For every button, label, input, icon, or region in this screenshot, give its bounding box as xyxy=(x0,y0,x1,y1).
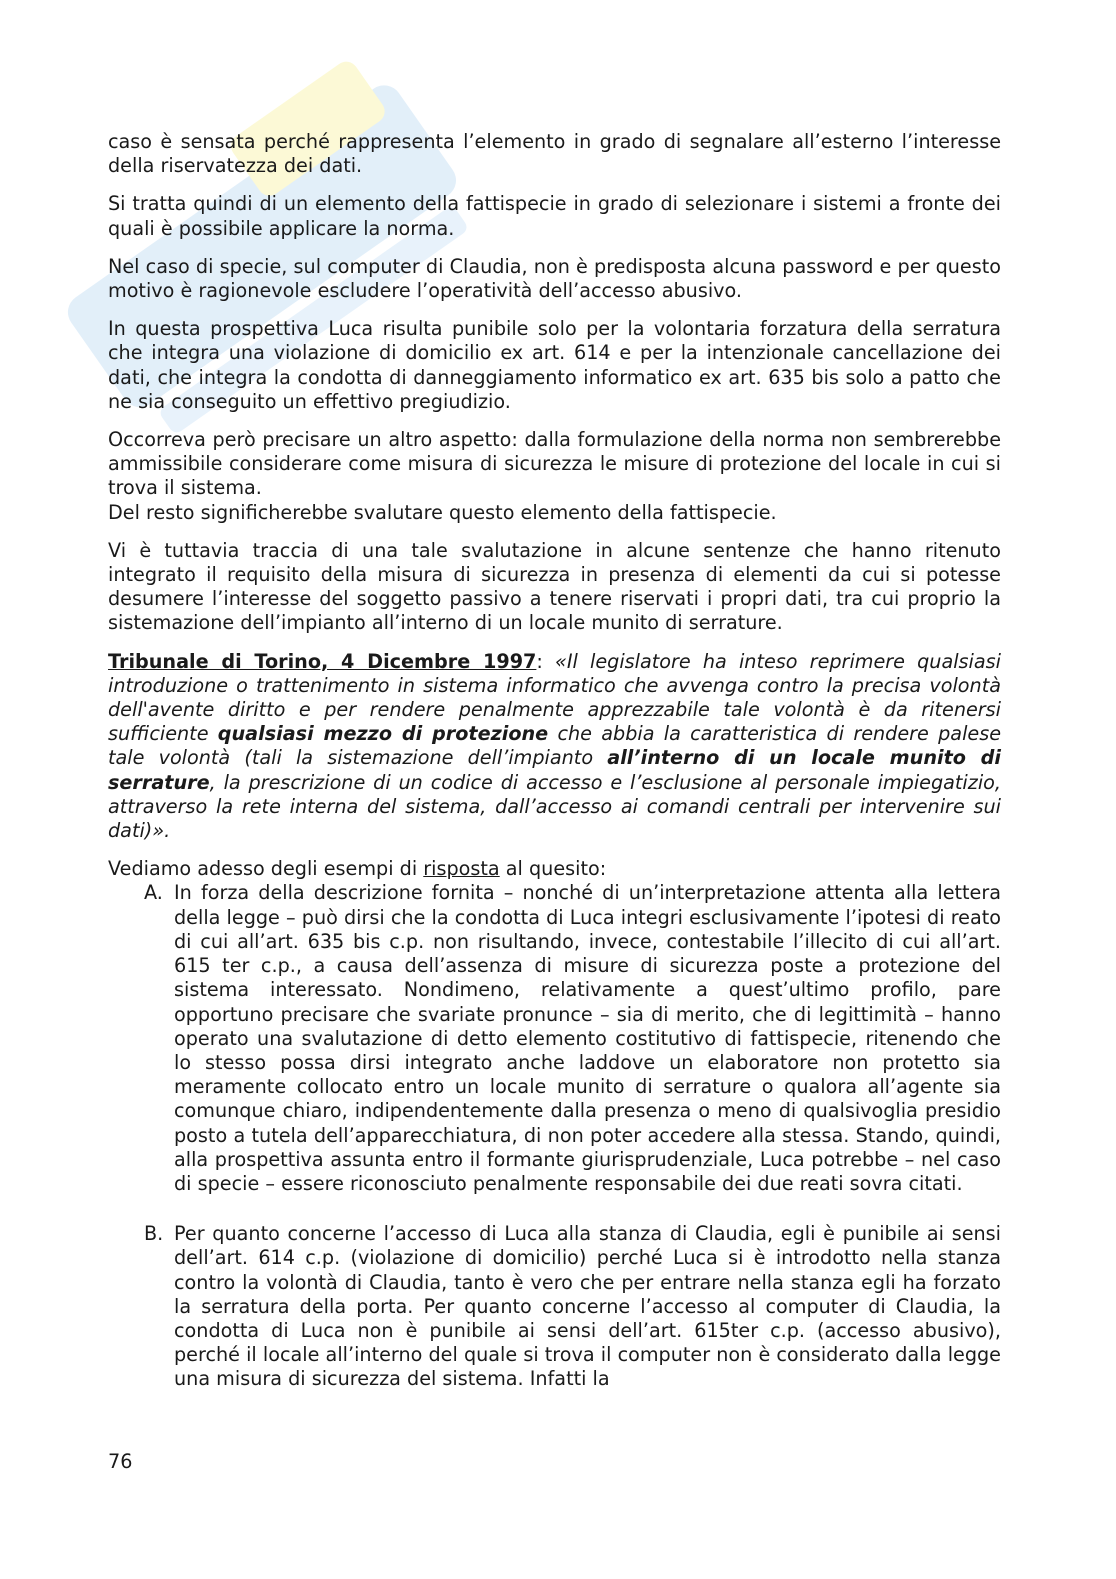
answers-intro-before: Vediamo adesso degli esempi di xyxy=(108,857,424,881)
page-number: 76 xyxy=(108,1450,133,1473)
paragraph-6: Del resto significherebbe svalutare questo elemento della fattispecie. xyxy=(108,500,777,524)
answer-item-b xyxy=(108,1222,1001,1391)
answer-letter-a: A. xyxy=(144,881,163,905)
quote-text-2: che abbia la caratteristica di rendere palese tale volontà (tali la sistemazione dell’impianto xyxy=(108,722,1002,770)
answers-intro-after: al quesito: xyxy=(499,857,607,881)
answer-text-b: Per quanto concerne l’accesso di Luca alla stanza di Claudia, egli è punibile ai sensi dell’art. 614 c.p. (violazione di domicilio) perché Luca si è introdotto nella stanza contro la volontà di Claudia, tanto è vero che per entrare nella stanza egli ha forzato la serratura della porta. Per quanto concerne l’accesso al computer di Claudia, la condotta di Luca non è punibile ai sensi dell’art. 615ter c.p. (accesso abusivo), perché il locale all’interno del quale si trova il computer non è considerato dalla legge una misura di sicurezza del sistema. Infatti la xyxy=(174,1222,1001,1391)
court-quote xyxy=(108,650,1001,844)
quote-text-1: «Il legislatore ha inteso reprimere qualsiasi introduzione o trattenimento in sistema informatico che avvenga contro la precisa volontà dell'avente diritto e per rendere penalmente apprezzabile tale volontà è da ritenersi sufficiente xyxy=(108,649,1001,746)
answer-item-a xyxy=(108,881,1001,1196)
answers-list xyxy=(108,881,1001,1391)
paragraph-5: Occorreva però precisare un altro aspetto: dalla formulazione della norma non sembrerebbe ammissibile considerare come misura di sicurezza le misure di protezione del locale in cui si trova il sistema. xyxy=(108,428,1001,500)
paragraph-3: Nel caso di specie, sul computer di Claudia, non è predisposta alcuna password e per questo motivo è ragionevole escludere l’operatività dell’accesso abusivo. xyxy=(108,254,1001,303)
paragraph-2: Si tratta quindi di un elemento della fattispecie in grado di selezionare i sistemi a fronte dei quali è possibile applicare la norma. xyxy=(108,192,1001,240)
answer-text-a: In forza della descrizione fornita – nonché di un’interpretazione attenta alla lettera della legge – può dirsi che la condotta di Luca integri esclusivamente l’ipotesi di reato di cui all’art. 635 bis c.p. non risultando, invece, contestabile l’illecito di cui all’art. 615 ter c.p., a causa dell’assenza di misure di sicurezza poste a protezione del sistema interessato. Nondimeno, relativamente a quest’ultimo profilo, pare opportuno precisare che svariate pronunce – sia di merito, che di legittimità – hanno operato una svalutazione di detto elemento costitutivo di fattispecie, ritenendo che lo stesso possa dirsi integrato anche laddove un elaboratore non protetto sia meramente collocato entro un locale munito di serrature o qualora all’agente sia comunque chiaro, indipendentemente dalla presenza o meno di qualsivoglia presidio posto a tutela dell’apparecchiatura, di non poter accedere alla stessa. Stando, quindi, alla prospettiva assunta entro il formante giurisprudenziale, Luca potrebbe – nel caso di specie – essere riconosciuto penalmente responsabile dei due reati sovra citati. xyxy=(174,881,1001,1195)
answers-intro xyxy=(108,857,1001,881)
answer-spacer xyxy=(108,1196,1001,1222)
document-body xyxy=(108,130,1001,1392)
paragraph-4: In questa prospettiva Luca risulta punibile solo per la volontaria forzatura della serratura che integra una violazione di domicilio ex art. 614 e per la intenzionale cancellazione dei dati, che integra la condotta di danneggiamento informatico ex art. 635 bis solo a patto che ne sia conseguito un effettivo pregiudizio. xyxy=(108,317,1001,413)
answers-intro-link: risposta xyxy=(423,857,500,881)
quote-text-3: , la prescrizione di un codice di accesso e l’esclusione al personale impiegatizio, attraverso la rete interna del sistema, dall’accesso ai comandi centrali per intervenire sui dati)». xyxy=(108,770,1001,843)
paragraph-7: Vi è tuttavia traccia di una tale svalutazione in alcune sentenze che hanno ritenuto integrato il requisito della misura di sicurezza in presenza di elementi da cui si potesse desumere l’interesse del soggetto passivo a tenere riservati i propri dati, tra cui proprio la sistemazione dell’impianto all’interno di un locale munito di serrature. xyxy=(108,538,1001,635)
quote-separator: : xyxy=(536,649,556,673)
quote-bold-2: all’interno di un locale munito di serrature xyxy=(108,746,1001,794)
answer-letter-b: B. xyxy=(144,1222,164,1246)
paragraph-1: caso è sensata perché rappresenta l’elemento in grado di segnalare all’esterno l’interesse della riservatezza dei dati. xyxy=(108,130,1001,178)
court-citation: Tribunale di Torino, 4 Dicembre 1997 xyxy=(108,649,537,673)
quote-bold-1: qualsiasi mezzo di protezione xyxy=(217,722,549,746)
